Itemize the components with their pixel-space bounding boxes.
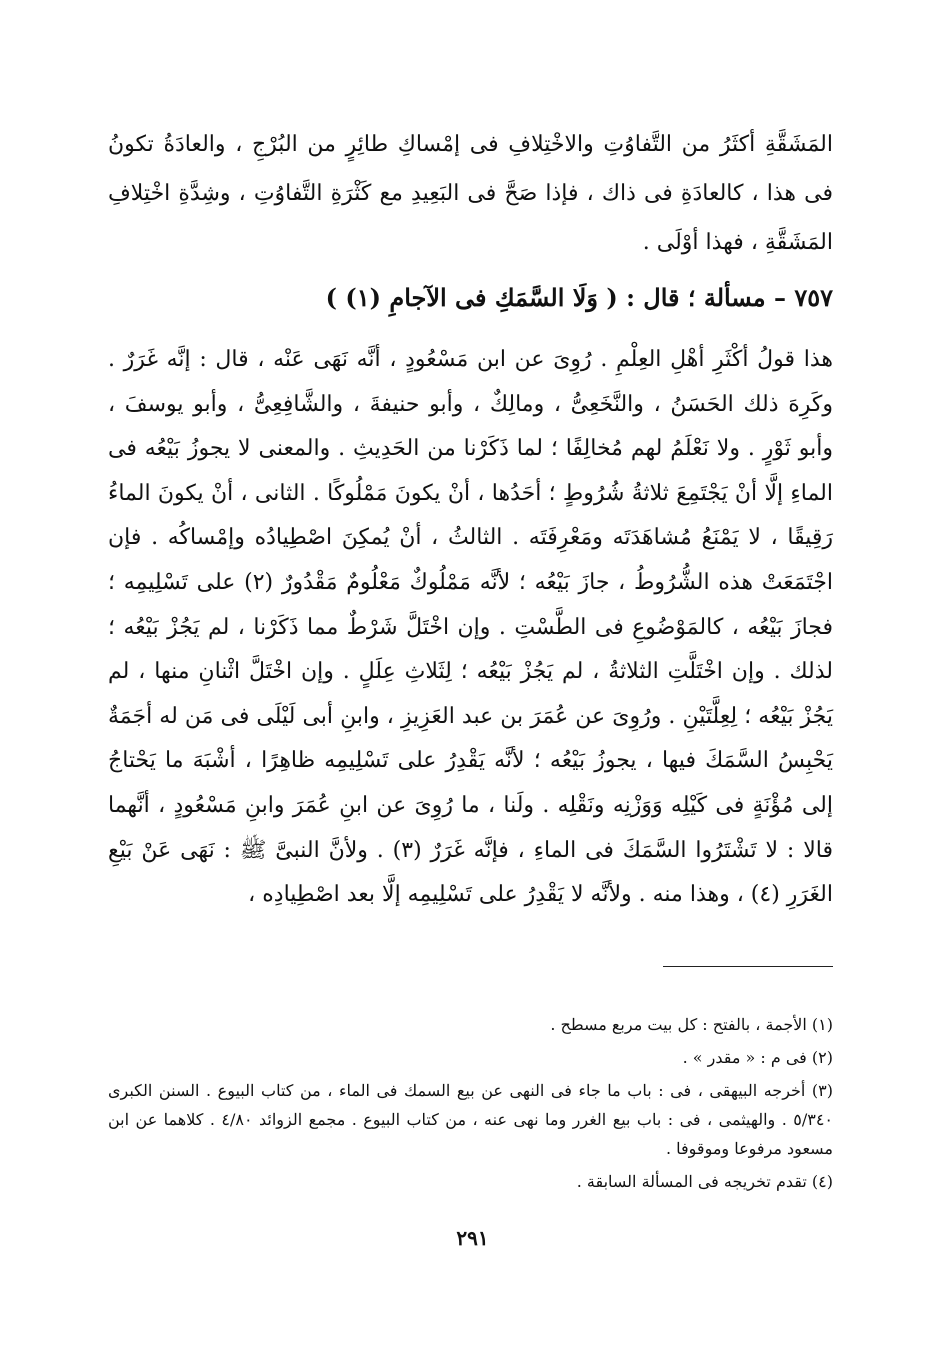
footnote-4: (٤) تقدم تخريجه فى المسألة السابقة .	[576, 1172, 833, 1191]
intro-paragraph: المَشَقَّةِ أكثَرُ من التَّفاوُتِ والاخْتِلافِ فى إمْساكِ طائِرٍ من البُرْجِ ، والعادَةُ تكونُ فى هذا ، كالعادَةِ فى ذاك ، فإذا صَحَّ فى البَعِيدِ مع كَثْرَةِ التَّفاوُتِ ، وشِدَّةِ اخْتِلافِ المَشَقَّةِ ، فهذا أوْلَى .	[108, 132, 833, 255]
body-paragraph: هذا قولُ أكْثَرِ أهْلِ العِلْمِ . رُوِىَ عن ابن مَسْعُودٍ ، أنَّه نَهَى عَنْه ، قال : إنَّه غَرَرٌ . وكَرِهَ ذلك الحَسَنُ ، والنَّخَعِىُّ ، ومالِكٌ ، وأبو حنيفةَ ، والشَّافِعِىُّ ، وأبو يوسفَ ، وأبو ثَوْرٍ . ولا نَعْلَمُ لهم مُخالِفًا ؛ لما ذَكَرْنا من الحَدِيثِ . والمعنى لا يجوزُ بَيْعُه فى الماءِ إلَّا أنْ يَجْتَمِعَ ثلاثةُ شُرُوطٍ ؛ أحَدُها ، أنْ يكونَ مَمْلُوكًا . الثانى ، أنْ يكونَ الماءُ رَقِيقًا ، لا يَمْنَعُ مُشاهَدَتَه ومَعْرِفَتَه . الثالثُ ، أنْ يُمكِنَ اصْطِيادُه وإمْساكُه . فإن اجْتَمَعَتْ هذه الشُّرُوطُ ، جازَ بَيْعُه ؛ لأنَّه مَمْلُوكٌ مَعْلُومٌ مَقْدُورٌ (٢) على تَسْلِيمِه ؛ فجازَ بَيْعُه ، كالمَوْضُوعِ فى الطَّسْتِ . وإن اخْتَلَّ شَرْطٌ مما ذَكَرْنا ، لم يَجُزْ بَيْعُه ؛ لذلك . وإن اخْتَلَّتِ الثلاثةُ ، لم يَجُزْ بَيْعُه ؛ لِثَلاثِ عِلَلٍ . وإن اخْتَلَّ اثْنانِ منها ، لم يَجُزْ بَيْعُه ؛ لِعِلَّتَيْنِ . ورُوِىَ عن عُمَرَ بن عبد العَزِيزِ ، وابنِ أبى لَيْلَى فى مَن له أجَمَةٌ يَحْبِسُ السَّمَكَ فيها ، يجوزُ بَيْعُه ؛ لأنَّه يَقْدِرُ على تَسْلِيمِه ظاهِرًا ، أشْبَهَ ما يَحْتاجُ إلى مُؤْنَةٍ فى كَيْلِه وَوَزْنِه ونَقْلِه . ولَنا ، ما رُوِىَ عن ابنِ عُمَرَ وابنِ مَسْعُودٍ ، أنَّهما قالا : لا تَشْتَرُوا السَّمَكَ فى الماءِ ، فإنَّه غَرَرٌ (٣) . ولأنَّ النبىَّ ﷺ : نَهَى عَنْ بَيْعِ الغَرَرِ (٤) ، وهذا منه . ولأنَّه لا يَقْدِرُ على تَسْلِيمِه إلَّا بعد اصْطِيادِه ،	[108, 347, 833, 908]
footnote-3: (٣) أخرجه البيهقى ، فى : باب ما جاء فى النهى عن بيع السمك فى الماء ، من كتاب البيوع . السنن الكبرى ٥/٣٤٠ . والهيثمى ، فى : باب بيع الغرر وما نهى عنه ، من كتاب البيوع . مجمع الزوائد ٤/٨٠ . كلاهما عن ابن مسعود مرفوعا وموقوفا .	[108, 1081, 834, 1158]
page-number: ٢٩١	[456, 1226, 489, 1250]
section-heading: ٧٥٧ – مسألة ؛ قال : ( وَلَا السَّمَكِ فى الآجامِ (١) )	[325, 283, 833, 312]
footnote-1: (١) الأجمة ، بالفتح : كل بيت مربع مسطح .	[550, 1015, 833, 1034]
footnote-2: (٢) فى م : « مقدر » .	[682, 1048, 833, 1067]
footnotes-list	[108, 1010, 833, 1200]
footnote-divider	[663, 966, 833, 967]
